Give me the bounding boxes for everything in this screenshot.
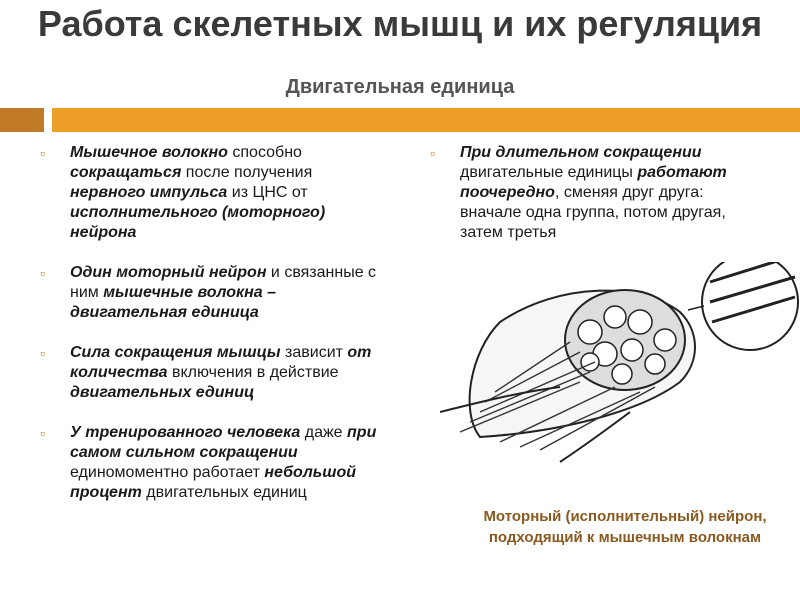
bullet-item: [40, 143, 380, 243]
bullet-text: при самом сильном сокращении: [70, 424, 377, 461]
illustration-caption: Моторный (исполнительный) нейрон, подходящий к мышечным волокнам: [480, 506, 770, 548]
accent-bar-left: [0, 108, 44, 132]
bullet-text: зависит: [280, 344, 348, 361]
bullet-text: двигательных единиц: [70, 384, 255, 401]
page-subtitle: Двигательная единица: [285, 76, 515, 98]
bullet-item: [40, 423, 380, 503]
bullet-text: нервного импульса: [70, 184, 228, 201]
bullet-text: двигательные единицы: [460, 164, 638, 181]
bullet-text: от количества: [70, 344, 372, 381]
bullet-text: У тренированного человека: [70, 424, 301, 441]
page-title: Работа скелетных мышц и их регуляция: [37, 3, 763, 44]
bullet-text: единомоментно работает: [70, 464, 265, 481]
right-bullet-list: [430, 143, 730, 263]
left-bullet-list: [40, 143, 380, 523]
bullet-text: после получения: [181, 164, 313, 181]
bullet-text: сокращаться: [70, 164, 182, 181]
bullet-text: , сменяя друг друга: вначале одна группа, потом другая, затем третья: [460, 184, 726, 241]
bullet-item: [430, 143, 730, 243]
bullet-text: Мышечное волокно: [70, 144, 228, 161]
bullet-text: двигательных единиц: [141, 484, 307, 501]
bullet-text: включения в действие: [167, 364, 339, 381]
bullet-text: способно: [227, 144, 302, 161]
bullet-text: Один моторный нейрон: [70, 264, 267, 281]
accent-bar-right: [52, 108, 800, 132]
bullet-text: При длительном сокращении: [460, 144, 702, 161]
bullet-text: Сила сокращения мышцы: [70, 344, 281, 361]
bullet-text: и связанные с ним: [70, 264, 377, 301]
bullet-text: небольшой процент: [70, 464, 357, 501]
bullet-text: из ЦНС от: [227, 184, 308, 201]
bullet-item: [40, 343, 380, 403]
bullet-text: мышечные волокна – двигательная единица: [70, 284, 277, 321]
bullet-text: даже: [300, 424, 348, 441]
motor-unit-illustration: [440, 262, 800, 492]
bullet-text: работают поочередно: [460, 164, 727, 201]
bullet-item: [40, 263, 380, 323]
bullet-text: исполнительного (моторного) нейрона: [70, 204, 326, 241]
